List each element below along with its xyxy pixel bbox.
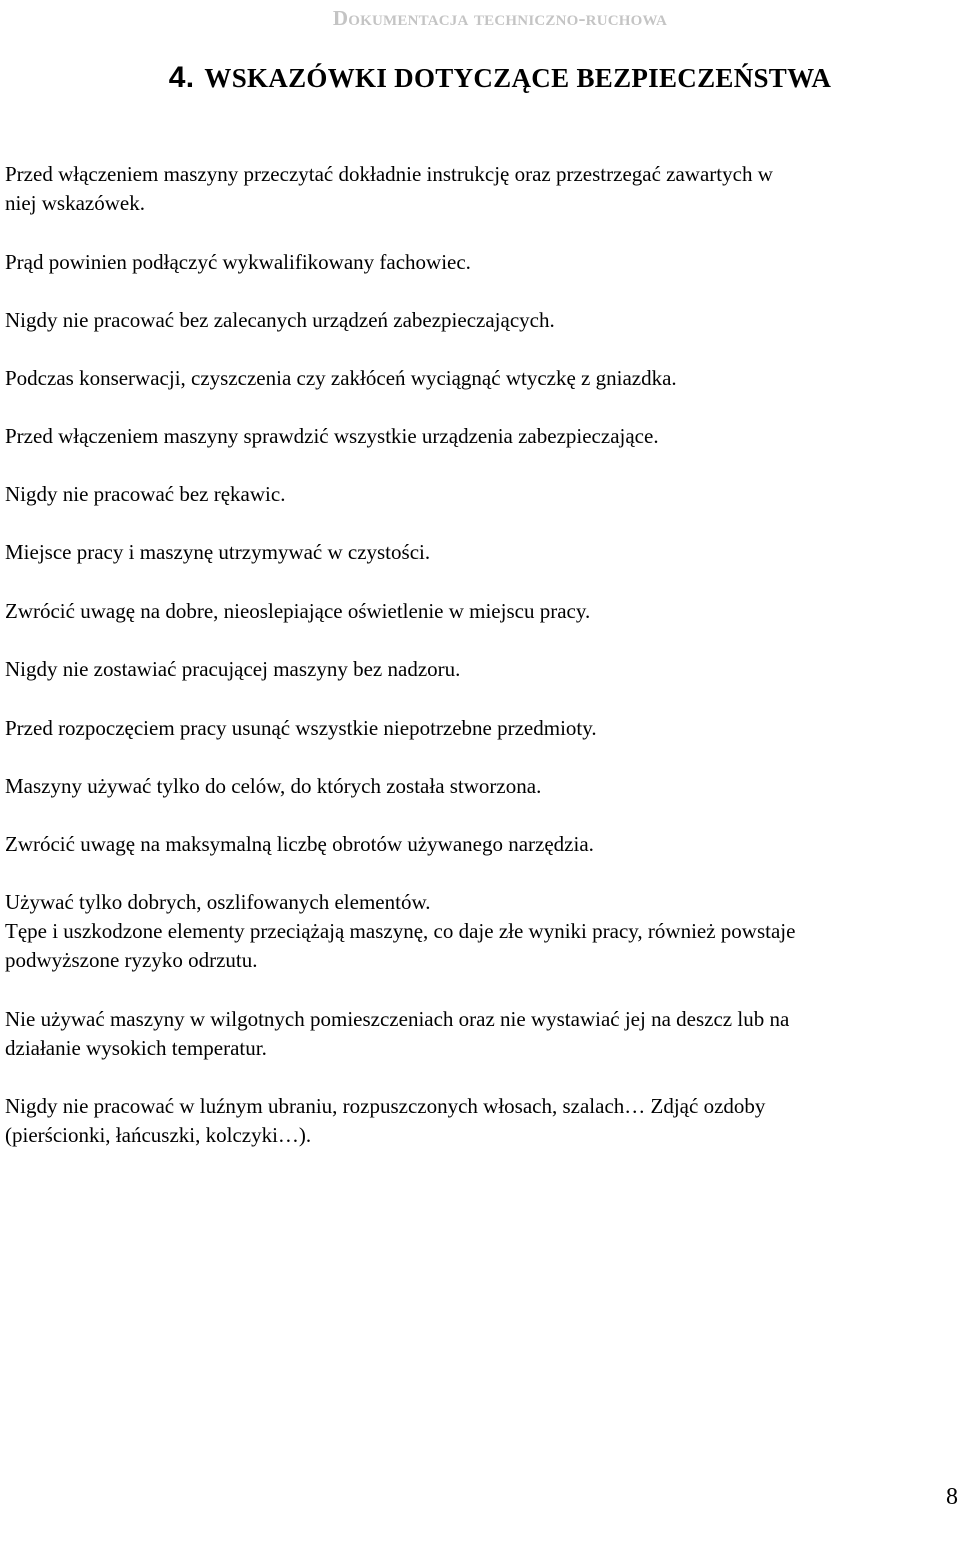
safety-paragraph bbox=[5, 422, 960, 451]
paragraph-line: Nie używać maszyny w wilgotnych pomieszczeniach oraz nie wystawiać jej na deszcz lub na bbox=[5, 1007, 790, 1031]
paragraph-line: Nigdy nie pracować bez rękawic. bbox=[5, 482, 286, 506]
section-number: 4. bbox=[168, 61, 195, 94]
paragraph-line: Nigdy nie pracować bez zalecanych urządzeń zabezpieczających. bbox=[5, 308, 555, 332]
paragraph-line: Zwrócić uwagę na dobre, nieoslepiające oświetlenie w miejscu pracy. bbox=[5, 599, 591, 623]
page-number: 8 bbox=[946, 1484, 958, 1510]
safety-paragraph bbox=[5, 714, 960, 743]
paragraph-line: (pierścionki, łańcuszki, kolczyki…). bbox=[5, 1123, 312, 1147]
paragraph-line: Przed włączeniem maszyny sprawdzić wszystkie urządzenia zabezpieczające. bbox=[5, 424, 659, 448]
paragraph-line: działanie wysokich temperatur. bbox=[5, 1036, 267, 1060]
paragraph-line: Przed rozpoczęciem pracy usunąć wszystkie niepotrzebne przedmioty. bbox=[5, 716, 597, 740]
safety-paragraph bbox=[5, 830, 960, 859]
paragraph-line: Tępe i uszkodzone elementy przeciążają maszynę, co daje złe wyniki pracy, również powstaje bbox=[5, 919, 796, 943]
paragraph-line: Używać tylko dobrych, oszlifowanych elementów. bbox=[5, 890, 431, 914]
safety-paragraph bbox=[5, 364, 960, 393]
section-title: WSKAZÓWKI DOTYCZĄCE BEZPIECZEŃSTWA bbox=[204, 63, 832, 93]
paragraph-line: Maszyny używać tylko do celów, do których została stworzona. bbox=[5, 774, 542, 798]
paragraph-line: Nigdy nie pracować w luźnym ubraniu, rozpuszczonych włosach, szalach… Zdjąć ozdoby bbox=[5, 1094, 766, 1118]
safety-paragraph bbox=[5, 1092, 960, 1150]
paragraph-line: Podczas konserwacji, czyszczenia czy zakłóceń wyciągnąć wtyczkę z gniazdka. bbox=[5, 366, 677, 390]
safety-paragraph bbox=[5, 248, 960, 277]
safety-paragraph bbox=[5, 480, 960, 509]
safety-paragraph bbox=[5, 160, 960, 218]
safety-paragraph bbox=[5, 888, 960, 975]
running-header: Dokumentacja techniczno-ruchowa bbox=[332, 6, 668, 30]
safety-paragraph bbox=[5, 1005, 960, 1063]
paragraph-line: Nigdy nie zostawiać pracującej maszyny bez nadzoru. bbox=[5, 657, 461, 681]
paragraph-line: podwyższone ryzyko odrzutu. bbox=[5, 948, 258, 972]
paragraph-line: Przed włączeniem maszyny przeczytać dokładnie instrukcję oraz przestrzegać zawartych w bbox=[5, 162, 773, 186]
safety-paragraph bbox=[5, 538, 960, 567]
paragraph-line: Miejsce pracy i maszynę utrzymywać w czystości. bbox=[5, 540, 431, 564]
safety-paragraph bbox=[5, 306, 960, 335]
safety-paragraph bbox=[5, 597, 960, 626]
paragraph-line: niej wskazówek. bbox=[5, 191, 145, 215]
section-heading bbox=[0, 61, 960, 95]
safety-paragraph bbox=[5, 655, 960, 684]
paragraph-line: Prąd powinien podłączyć wykwalifikowany fachowiec. bbox=[5, 250, 471, 274]
safety-paragraph bbox=[5, 772, 960, 801]
paragraph-line: Zwrócić uwagę na maksymalną liczbę obrotów używanego narzędzia. bbox=[5, 832, 594, 856]
